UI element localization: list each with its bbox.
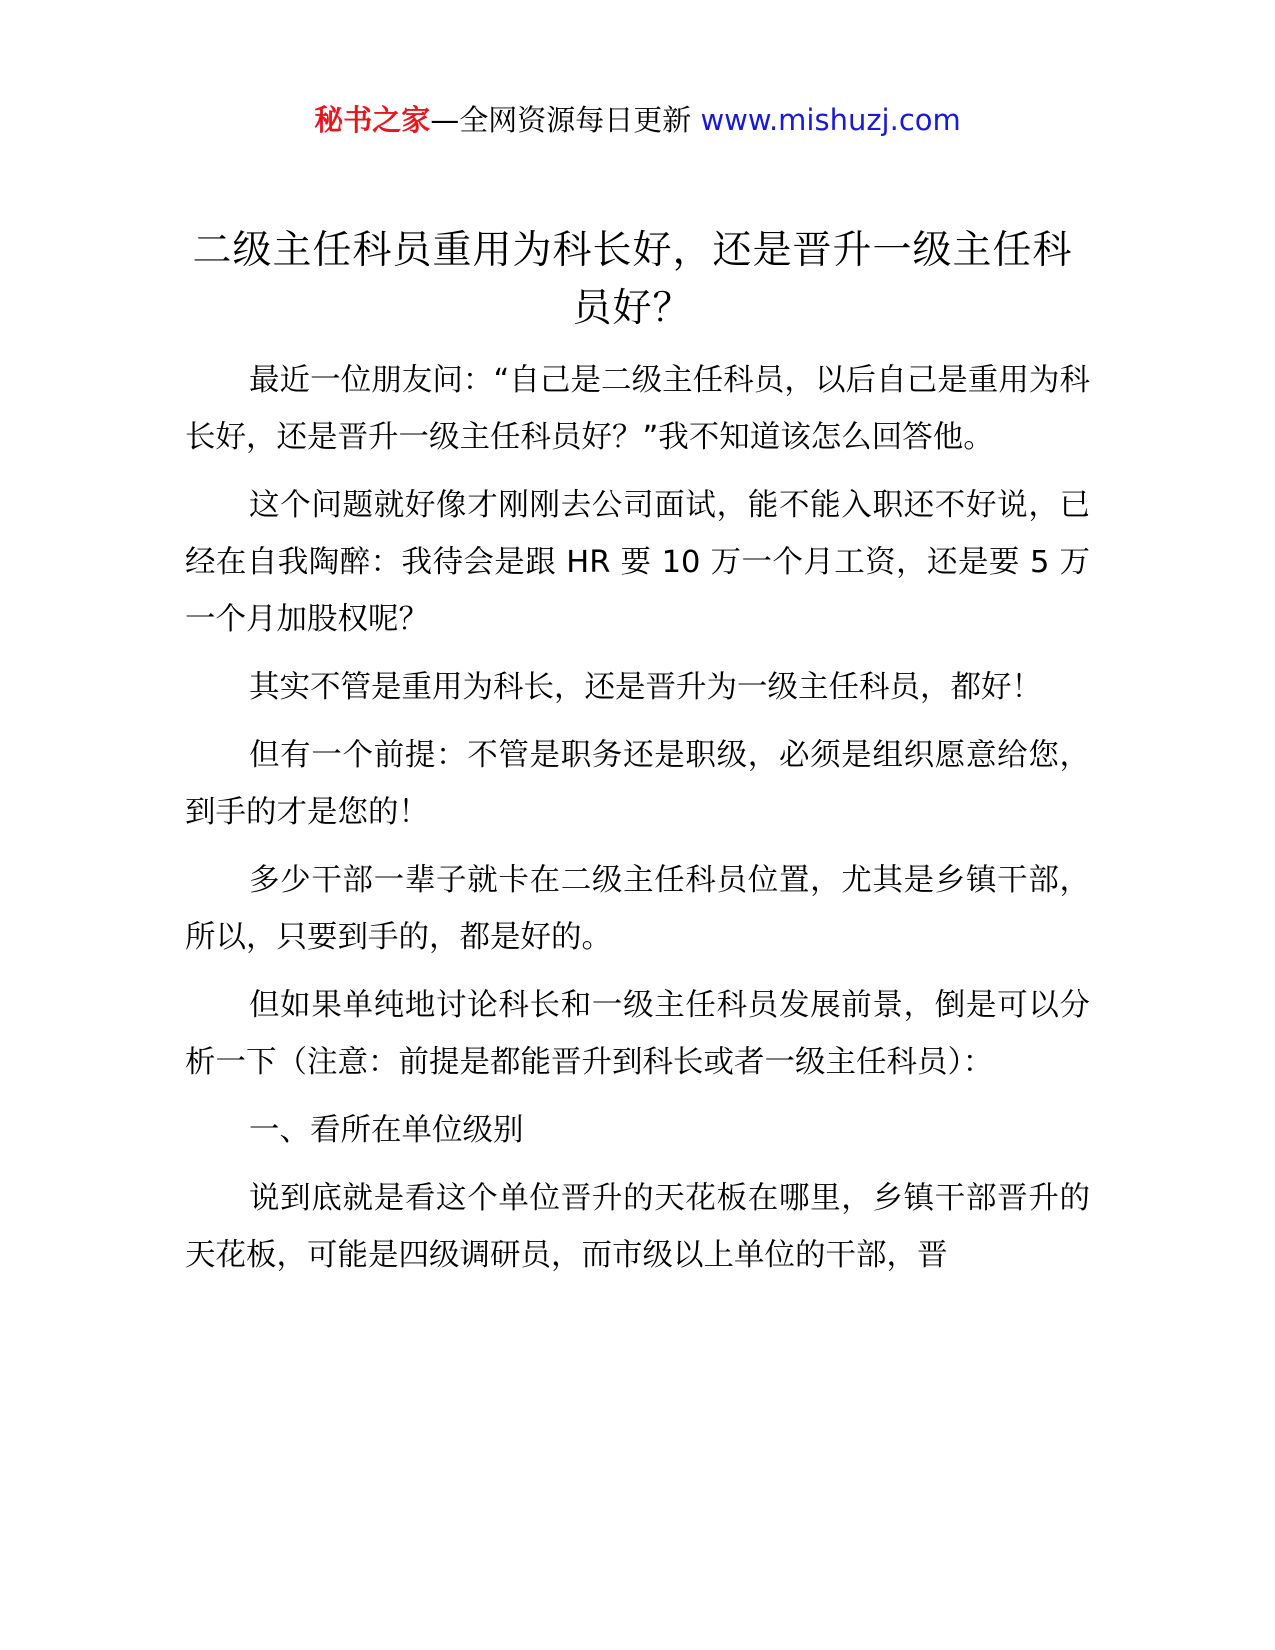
paragraph: 这个问题就好像才刚刚去公司面试，能不能入职还不好说，已经在自我陶醉：我待会是跟 HR 要 10 万一个月工资，还是要 5 万一个月加股权呢？: [185, 488, 1090, 637]
paragraph: 但有一个前提：不管是职务还是职级，必须是组织愿意给您，到手的才是您的！: [185, 738, 1090, 830]
page-header: [0, 100, 1275, 140]
section-heading: 一、看所在单位级别: [249, 1113, 524, 1148]
document-title: 二级主任科员重用为科长好，还是晋升一级主任科员好？: [192, 228, 1073, 331]
brand-name: 秘书之家: [314, 103, 431, 137]
paragraph: 说到底就是看这个单位晋升的天花板在哪里，乡镇干部晋升的天花板，可能是四级调研员，而市级以上单位的干部，晋: [185, 1181, 1090, 1273]
document-body: [185, 352, 1090, 1295]
site-url-link[interactable]: www.mishuzj.com: [700, 103, 961, 137]
paragraph: 但如果单纯地讨论科长和一级主任科员发展前景，倒是可以分析一下（注意：前提是都能晋升到科长或者一级主任科员）：: [185, 988, 1090, 1080]
paragraph: 其实不管是重用为科长，还是晋升为一级主任科员，都好！: [249, 670, 1042, 705]
header-tagline: —全网资源每日更新: [430, 103, 692, 137]
paragraph: 多少干部一辈子就卡在二级主任科员位置，尤其是乡镇干部，所以，只要到手的，都是好的。: [185, 863, 1090, 955]
paragraph: 最近一位朋友问：“自己是二级主任科员，以后自己是重用为科长好，还是晋升一级主任科员好？”我不知道该怎么回答他。: [185, 363, 1090, 455]
